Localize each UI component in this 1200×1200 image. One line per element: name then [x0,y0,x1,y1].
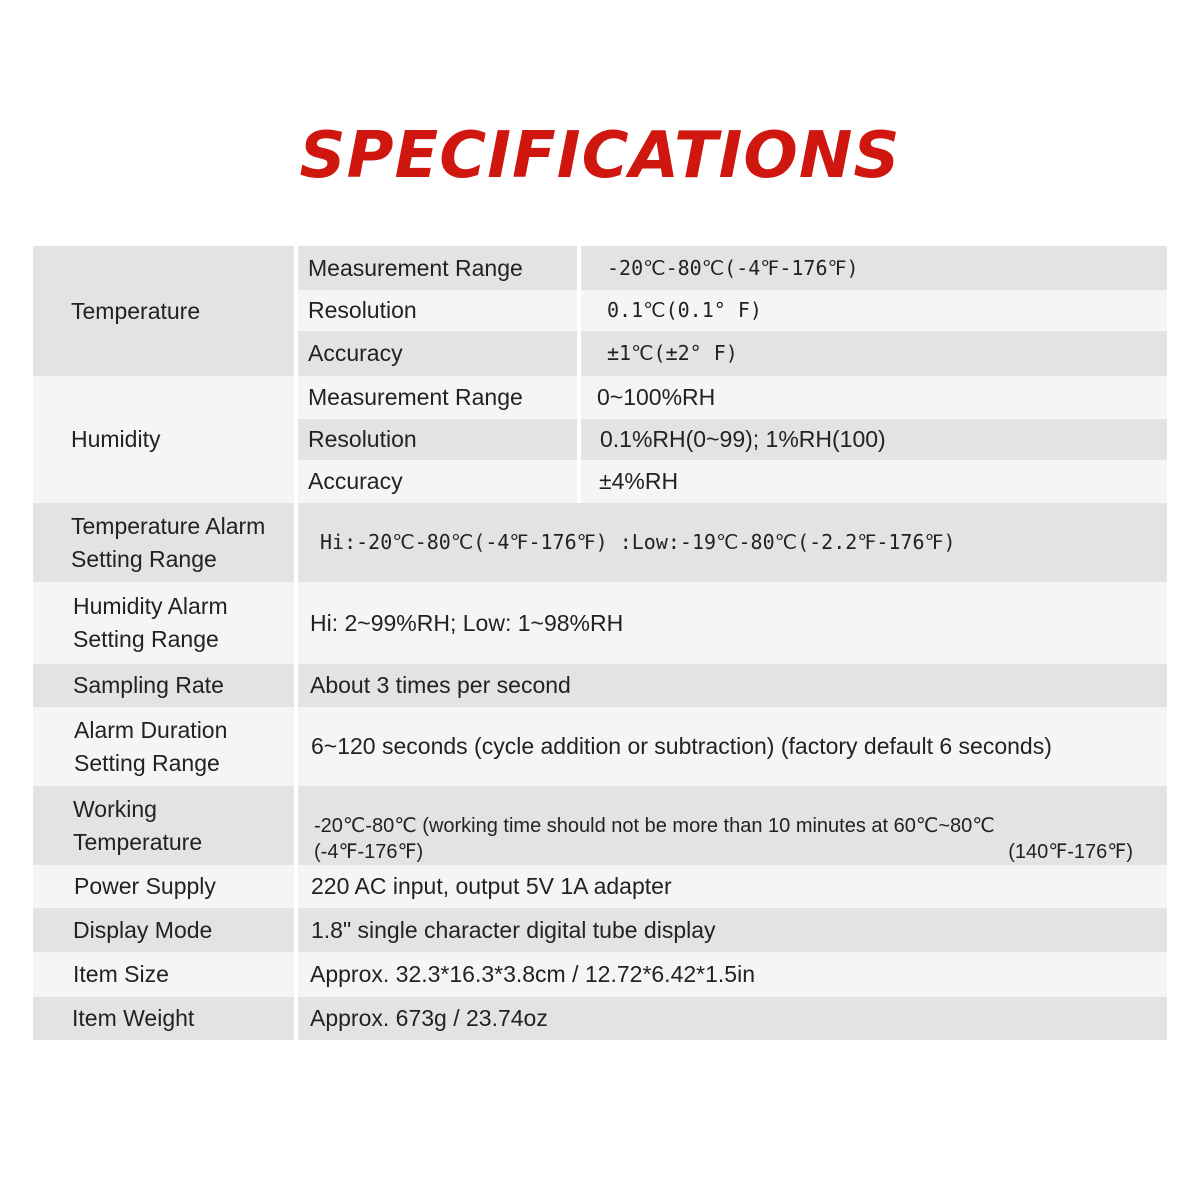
temperature-alarm-value: Hi:-20℃-80℃(-4℉-176℉) :Low:-19℃-80℃(-2.2℉-176℉) [298,503,1167,582]
display-mode-label: Display Mode [33,908,294,952]
table-row [33,376,1167,419]
power-supply-label: Power Supply [33,865,294,908]
temperature-alarm-label-line2: Setting Range [71,545,217,572]
sampling-rate-label: Sampling Rate [33,664,294,707]
table-row [33,331,1167,376]
table-row [33,908,1167,952]
alarm-duration-label-line2: Setting Range [74,749,220,776]
table-row [33,664,1167,707]
item-weight-value: Approx. 673g / 23.74oz [298,997,1167,1040]
sampling-rate-value: About 3 times per second [298,664,1167,707]
table-row [33,582,1167,664]
table-row [33,503,1167,582]
working-temperature-value-line2-left: (-4℉-176℉) [314,841,424,863]
humidity-alarm-label [33,582,294,664]
temperature-accuracy-value: ±1℃(±2° F) [581,331,1167,376]
table-row [33,290,1167,331]
item-weight-label: Item Weight [33,997,294,1040]
working-temperature-label [33,786,294,865]
working-temperature-label-line1: Working [73,795,157,822]
table-row [33,460,1167,503]
working-temperature-value [298,786,1167,865]
temperature-measurement-range-label: Measurement Range [298,246,577,290]
table-row [33,786,1167,865]
temperature-resolution-value: 0.1℃(0.1° F) [581,290,1167,331]
humidity-resolution-value: 0.1%RH(0~99); 1%RH(100) [581,419,1167,460]
humidity-measurement-range-label: Measurement Range [298,376,577,419]
humidity-alarm-value: Hi: 2~99%RH; Low: 1~98%RH [298,582,1167,664]
temperature-alarm-label [33,503,294,582]
working-temperature-value-line2-right: (140℉-176℉) [1008,841,1133,863]
table-row [33,952,1167,997]
humidity-alarm-label-line1: Humidity Alarm [73,593,228,619]
temperature-measurement-range-value: -20℃-80℃(-4℉-176℉) [581,246,1167,290]
alarm-duration-label-line1: Alarm Duration [74,716,228,743]
table-row [33,865,1167,908]
humidity-measurement-range-value: 0~100%RH [581,376,1167,419]
power-supply-value: 220 AC input, output 5V 1A adapter [298,865,1167,908]
display-mode-value: 1.8" single character digital tube display [298,908,1167,952]
humidity-resolution-label: Resolution [298,419,577,460]
table-row [33,997,1167,1040]
humidity-accuracy-value: ±4%RH [581,460,1167,503]
item-size-value: Approx. 32.3*16.3*3.8cm / 12.72*6.42*1.5in [298,952,1167,997]
spec-label-humidity: Humidity [33,376,294,503]
humidity-accuracy-label: Accuracy [298,460,577,503]
working-temperature-value-line1: -20℃-80℃ (working time should not be more than 10 minutes at 60℃~80℃ [314,815,995,837]
table-row [33,419,1167,460]
temperature-alarm-label-line1: Temperature Alarm [71,512,266,539]
temperature-accuracy-label: Accuracy [298,331,577,376]
alarm-duration-label [33,707,294,786]
temperature-resolution-label: Resolution [298,290,577,331]
item-size-label: Item Size [33,952,294,997]
spec-label-temperature: Temperature [33,246,294,376]
humidity-alarm-label-line2: Setting Range [73,626,219,652]
working-temperature-label-line2: Temperature [73,828,203,855]
page-title: SPECIFICATIONS [299,119,901,193]
alarm-duration-value: 6~120 seconds (cycle addition or subtraction) (factory default 6 seconds) [298,707,1167,786]
table-row [33,707,1167,786]
table-row [33,246,1167,290]
